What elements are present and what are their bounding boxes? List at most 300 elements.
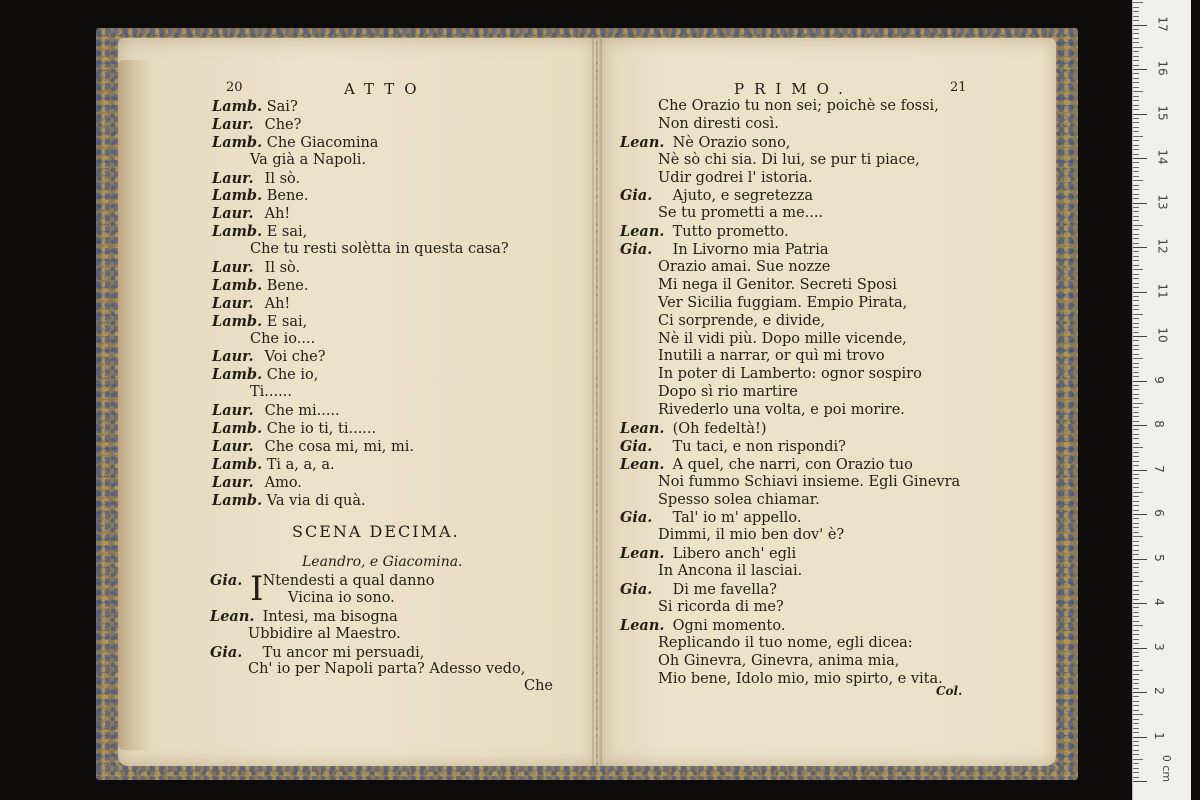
- ruler-tick: [1133, 140, 1139, 141]
- right-catchword: Col.: [936, 684, 963, 698]
- dialogue-line: [620, 617, 960, 635]
- ruler-tick: [1133, 688, 1139, 689]
- verse-text: In Ancona il lasciai.: [658, 563, 803, 580]
- speaker-label: Lamb.: [212, 276, 263, 294]
- ruler-tick: [1133, 118, 1139, 119]
- dialogue-line: [212, 170, 509, 188]
- ruler-tick: [1133, 723, 1139, 724]
- verse-text: Noi fummo Schiavi insieme. Egli Ginevra: [658, 473, 961, 490]
- verse-text: Si ricorda di me?: [658, 598, 784, 615]
- verse-text: Inutili a narrar, or quì mi trovo: [658, 348, 885, 365]
- dialogue-line: [620, 438, 960, 456]
- ruler-tick: [1133, 745, 1139, 746]
- dialogue-line: [620, 509, 960, 527]
- ruler-tick: [1133, 465, 1139, 466]
- speaker-label: Lamb.: [212, 98, 263, 115]
- verse-text: Ti......: [250, 384, 292, 401]
- verse-text: Orazio amai. Sue nozze: [658, 259, 831, 276]
- ruler-tick: [1133, 656, 1139, 657]
- speaker-label: Gia.: [620, 241, 653, 259]
- ruler-tick: [1133, 741, 1139, 742]
- verse-text: Che Orazio tu non sei; poichè se fossi,: [658, 98, 939, 114]
- ruler-tick: [1133, 2, 1143, 3]
- ruler-tick: [1133, 429, 1139, 430]
- ruler-tick: [1133, 536, 1143, 537]
- ruler-tick: [1133, 772, 1139, 773]
- verse-text: Dopo sì rio martire: [658, 384, 798, 401]
- left-running-header: ATTO: [344, 80, 427, 98]
- speaker-label: Lamb.: [212, 133, 263, 151]
- ruler-tick: [1133, 692, 1147, 693]
- speaker-label: Lean.: [620, 223, 665, 241]
- page-stain: [118, 60, 152, 750]
- verse-text: Ah!: [260, 206, 291, 223]
- ruler-tick: [1133, 527, 1139, 528]
- ruler-tick: [1133, 438, 1139, 439]
- speaker-label: Laur.: [212, 205, 254, 223]
- dialogue-line: [620, 563, 960, 581]
- ruler-tick: [1133, 728, 1139, 729]
- ruler-tick: [1133, 256, 1139, 257]
- dialogue-line: [210, 572, 525, 590]
- left-page-number: 20: [226, 80, 243, 95]
- verse-text: Che Giacomina: [262, 134, 379, 151]
- ruler-tick: [1133, 105, 1139, 106]
- verse-text: Ti a, a, a.: [262, 456, 335, 473]
- ruler-tick: [1133, 781, 1147, 782]
- ruler-tick: [1133, 225, 1143, 226]
- dialogue-line: [620, 223, 960, 241]
- verse-text: Libero anch' egli: [668, 546, 797, 563]
- verse-text: Dimmi, il mio ben dov' è?: [658, 527, 845, 544]
- ruler-tick: [1133, 394, 1139, 395]
- verse-text: Vicina io sono.: [288, 589, 395, 606]
- verse-text: Bene.: [262, 188, 309, 205]
- ruler-tick: [1133, 309, 1139, 310]
- verse-text: Nè il vidi più. Dopo mille vicende,: [658, 330, 907, 347]
- ruler-tick: [1133, 278, 1139, 279]
- ruler-tick: [1133, 505, 1139, 506]
- ruler-tick: [1133, 229, 1139, 230]
- verse-text: Sai?: [262, 99, 298, 115]
- speaker-label: Lamb.: [212, 223, 263, 241]
- verse-text: Ci sorprende, e divide,: [658, 312, 826, 329]
- ruler-tick: [1133, 398, 1139, 399]
- dialogue-line: [212, 402, 509, 420]
- ruler-unit-label: 0 cm: [1160, 754, 1174, 783]
- ruler-tick: [1133, 243, 1139, 244]
- ruler-number: 8: [1151, 420, 1166, 428]
- dialogue-line: [212, 295, 509, 313]
- ruler-tick: [1133, 443, 1139, 444]
- left-catchword: Che: [524, 678, 554, 694]
- ruler-tick: [1133, 354, 1139, 355]
- verse-text: Bene.: [262, 277, 309, 294]
- dialogue-line: [212, 348, 509, 366]
- ruler-tick: [1133, 652, 1139, 653]
- ruler-tick: [1133, 60, 1139, 61]
- ruler-tick: [1133, 345, 1139, 346]
- ruler-tick: [1133, 581, 1143, 582]
- dialogue-line: [620, 170, 960, 188]
- dialogue-line: [212, 134, 509, 152]
- ruler-tick: [1133, 189, 1139, 190]
- dialogue-line: [212, 98, 509, 116]
- book-gutter: [592, 38, 602, 766]
- verse-text: A quel, che narri, con Orazio tuo: [668, 456, 913, 473]
- verse-text: Tu taci, e non rispondi?: [668, 438, 846, 455]
- ruler-tick: [1133, 29, 1139, 30]
- dialogue-line: [212, 223, 509, 241]
- dialogue-line: [620, 420, 960, 438]
- ruler-tick: [1133, 220, 1139, 221]
- ruler-tick: [1133, 73, 1139, 74]
- ruler-tick: [1133, 349, 1139, 350]
- verse-text: Ver Sicilia fuggiam. Empio Pirata,: [658, 294, 908, 311]
- ruler-tick: [1133, 180, 1143, 181]
- verse-text: Spesso solea chiamar.: [658, 491, 820, 508]
- dialogue-line: [212, 116, 509, 134]
- ruler-tick: [1133, 327, 1139, 328]
- ruler-tick: [1133, 456, 1139, 457]
- speaker-label: Lamb.: [212, 420, 263, 438]
- dialogue-line: [620, 241, 960, 259]
- speaker-label: Laur.: [212, 294, 254, 312]
- ruler-tick: [1133, 238, 1139, 239]
- ruler-tick: [1133, 91, 1143, 92]
- ruler-tick: [1133, 514, 1147, 515]
- scene-cast: Leandro, e Giacomina.: [302, 554, 463, 570]
- ruler-tick: [1133, 33, 1139, 34]
- ruler-tick: [1133, 599, 1139, 600]
- ruler-tick: [1133, 100, 1139, 101]
- dialogue-line: [210, 661, 525, 679]
- dialogue-line: [620, 313, 960, 331]
- speaker-label: Laur.: [212, 259, 254, 277]
- ruler-tick: [1133, 425, 1147, 426]
- ruler-tick: [1133, 532, 1139, 533]
- dialogue-line: [212, 187, 509, 205]
- ruler-tick: [1133, 47, 1143, 48]
- ruler-tick: [1133, 367, 1139, 368]
- right-page-number: 21: [950, 80, 967, 95]
- dialogue-line: [210, 644, 525, 662]
- ruler-tick: [1133, 719, 1139, 720]
- ruler-tick: [1133, 416, 1139, 417]
- ruler-tick: [1133, 185, 1139, 186]
- dialogue-line: [212, 384, 509, 402]
- ruler-tick: [1133, 7, 1139, 8]
- ruler-number: 5: [1151, 553, 1166, 562]
- speaker-label: Lamb.: [212, 312, 263, 330]
- verse-text: Mi nega il Genitor. Secreti Sposi: [658, 276, 897, 293]
- speaker-label: Laur.: [212, 169, 254, 187]
- dialogue-line: [620, 635, 960, 653]
- ruler-tick: [1133, 340, 1139, 341]
- dialogue-line: [212, 205, 509, 223]
- dialogue-line: [620, 98, 960, 116]
- verse-text: Mio bene, Idolo mio, mio spirto, e vita.: [658, 670, 943, 687]
- ruler-tick: [1133, 145, 1139, 146]
- ruler-tick: [1133, 363, 1139, 364]
- ruler-tick: [1133, 545, 1139, 546]
- ruler-tick: [1133, 643, 1139, 644]
- verse-text: Va via di quà.: [262, 492, 366, 509]
- ruler-tick: [1133, 661, 1139, 662]
- dialogue-line: [210, 608, 525, 626]
- ruler-tick: [1133, 305, 1139, 306]
- ruler-tick: [1133, 403, 1143, 404]
- verse-text: Il sò.: [260, 170, 301, 187]
- ruler-tick: [1133, 265, 1139, 266]
- ruler-tick: [1133, 131, 1139, 132]
- dialogue-line: [620, 599, 960, 617]
- drop-cap: I: [250, 569, 264, 609]
- dialogue-line: [212, 277, 509, 295]
- verse-text: In Livorno mia Patria: [668, 242, 829, 259]
- ruler-tick: [1133, 78, 1139, 79]
- left-dialogue-block-2: [210, 569, 526, 679]
- ruler-tick: [1133, 523, 1139, 524]
- ruler-number: 6: [1151, 509, 1166, 517]
- dialogue-line: [212, 420, 509, 438]
- verse-text: Che tu resti solètta in questa casa?: [250, 241, 509, 258]
- dialogue-line: [620, 402, 960, 420]
- ruler-tick: [1133, 274, 1139, 275]
- speaker-label: Gia.: [210, 643, 243, 661]
- ruler-number: 12: [1155, 238, 1170, 254]
- verse-text: Intesi, ma bisogna: [258, 608, 398, 625]
- ruler-tick: [1133, 109, 1139, 110]
- speaker-label: Laur.: [212, 348, 254, 366]
- ruler-tick: [1133, 714, 1143, 715]
- ruler-tick: [1133, 162, 1139, 163]
- verse-text: Voi che?: [260, 349, 326, 366]
- ruler-tick: [1133, 421, 1139, 422]
- ruler-tick: [1133, 216, 1139, 217]
- dialogue-line: [620, 134, 960, 152]
- ruler-tick: [1133, 732, 1139, 733]
- speaker-label: Lean.: [620, 616, 665, 634]
- dialogue-line: [620, 384, 960, 402]
- speaker-label: Gia.: [620, 581, 653, 599]
- speaker-label: Lamb.: [212, 455, 263, 473]
- ruler-tick: [1133, 474, 1139, 475]
- dialogue-line: [620, 653, 960, 671]
- ruler-number: 11: [1155, 282, 1170, 299]
- speaker-label: Lamb.: [212, 491, 263, 509]
- ruler-tick: [1133, 251, 1139, 252]
- speaker-label: Gia.: [620, 437, 653, 455]
- dialogue-line: [212, 474, 509, 492]
- ruler-tick: [1133, 683, 1139, 684]
- dialogue-line: [620, 331, 960, 349]
- dialogue-line: [620, 152, 960, 170]
- ruler-tick: [1133, 300, 1139, 301]
- ruler-tick: [1133, 603, 1147, 604]
- right-dialogue-block: [620, 98, 960, 688]
- verse-text: (Oh fedeltà!): [668, 421, 767, 438]
- ruler-tick: [1133, 594, 1139, 595]
- verse-text: Nè Orazio sono,: [668, 134, 791, 151]
- verse-text: Ntendesti a qual danno: [258, 573, 435, 589]
- ruler-tick: [1133, 56, 1139, 57]
- speaker-label: Laur.: [212, 402, 254, 420]
- ruler-tick: [1133, 332, 1139, 333]
- dialogue-line: [212, 259, 509, 277]
- verse-text: In poter di Lamberto: ognor sospiro: [658, 366, 922, 383]
- verse-text: Ch' io per Napoli parta? Adesso vedo,: [248, 661, 526, 678]
- speaker-label: Laur.: [212, 115, 254, 133]
- dialogue-line: [620, 545, 960, 563]
- ruler-tick: [1133, 358, 1143, 359]
- dialogue-line: [620, 348, 960, 366]
- ruler-tick: [1133, 194, 1139, 195]
- ruler-tick: [1133, 176, 1139, 177]
- verse-text: Se tu prometti a me....: [658, 205, 824, 222]
- ruler-tick: [1133, 287, 1139, 288]
- right-running-header: PRIMO.: [734, 80, 853, 98]
- ruler-tick: [1133, 452, 1139, 453]
- ruler-tick: [1133, 639, 1139, 640]
- dialogue-line: [210, 626, 525, 644]
- ruler-tick: [1133, 198, 1139, 199]
- ruler-number: 2: [1151, 687, 1166, 695]
- verse-text: Udir godrei l' istoria.: [658, 169, 813, 186]
- ruler-tick: [1133, 559, 1147, 560]
- ruler-tick: [1133, 211, 1139, 212]
- verse-text: Tutto prometto.: [668, 224, 789, 241]
- dialogue-line: [620, 205, 960, 223]
- ruler-tick: [1133, 283, 1139, 284]
- dialogue-line: [620, 277, 960, 295]
- ruler-tick: [1133, 478, 1139, 479]
- ruler-tick: [1133, 483, 1139, 484]
- verse-text: Tu ancor mi persuadi,: [258, 644, 425, 661]
- ruler-tick: [1133, 759, 1143, 760]
- dialogue-line: [212, 313, 509, 331]
- ruler-tick: [1133, 114, 1147, 115]
- ruler-tick: [1133, 20, 1139, 21]
- ruler-tick: [1133, 763, 1139, 764]
- ruler-tick: [1133, 82, 1139, 83]
- ruler-tick: [1133, 167, 1139, 168]
- ruler-tick: [1133, 501, 1139, 502]
- dialogue-line: [620, 492, 960, 510]
- ruler-tick: [1133, 621, 1139, 622]
- dialogue-line: [212, 438, 509, 456]
- ruler-number: 16: [1155, 60, 1170, 76]
- ruler-tick: [1133, 136, 1143, 137]
- dialogue-line: [620, 581, 960, 599]
- ruler-tick: [1133, 777, 1139, 778]
- dialogue-line: [212, 241, 509, 259]
- ruler-tick: [1133, 16, 1139, 17]
- ruler-number: 9: [1151, 375, 1166, 384]
- dialogue-line: [210, 590, 525, 608]
- dialogue-line: [620, 527, 960, 545]
- ruler-tick: [1133, 42, 1139, 43]
- speaker-label: Laur.: [212, 473, 254, 491]
- verse-text: Ogni momento.: [668, 617, 786, 634]
- ruler-tick: [1133, 616, 1139, 617]
- dialogue-line: [620, 116, 960, 134]
- ruler-tick: [1133, 634, 1139, 635]
- speaker-label: Lamb.: [212, 366, 263, 384]
- ruler-number: 17: [1155, 15, 1170, 32]
- ruler-tick: [1133, 496, 1139, 497]
- ruler-number: 15: [1155, 104, 1170, 121]
- dialogue-line: [620, 366, 960, 384]
- ruler-tick: [1133, 234, 1139, 235]
- verse-text: Tal' io m' appello.: [668, 510, 802, 527]
- ruler-tick: [1133, 670, 1143, 671]
- ruler-tick: [1133, 122, 1139, 123]
- verse-text: Che?: [260, 116, 302, 133]
- ruler-tick: [1133, 696, 1139, 697]
- verse-text: Che io,: [262, 367, 319, 384]
- ruler-tick: [1133, 518, 1139, 519]
- ruler-tick: [1133, 470, 1147, 471]
- speaker-label: Lean.: [620, 545, 665, 563]
- ruler-tick: [1133, 630, 1139, 631]
- verse-text: Ah!: [260, 295, 291, 312]
- ruler-tick: [1133, 269, 1143, 270]
- ruler-tick: [1133, 171, 1139, 172]
- dialogue-line: [620, 295, 960, 313]
- scene-title: SCENA DECIMA.: [292, 522, 460, 541]
- speaker-label: Lamb.: [212, 187, 263, 205]
- dialogue-line: [212, 366, 509, 384]
- ruler-number: 10: [1155, 327, 1170, 343]
- verse-text: Nè sò chi sia. Di lui, se pur ti piace,: [658, 151, 920, 168]
- dialogue-line: [212, 456, 509, 474]
- ruler-tick: [1133, 674, 1139, 675]
- verse-text: Ajuto, e segretezza: [668, 188, 814, 205]
- verse-text: Replicando il tuo nome, egli dicea:: [658, 634, 913, 651]
- ruler-tick: [1133, 296, 1139, 297]
- speaker-label: Gia.: [210, 572, 243, 589]
- speaker-label: Lean.: [210, 607, 255, 625]
- ruler-tick: [1133, 541, 1139, 542]
- speaker-label: Lean.: [620, 133, 665, 151]
- verse-text: Non diresti così.: [658, 115, 779, 132]
- ruler-tick: [1133, 11, 1139, 12]
- dialogue-line: [620, 187, 960, 205]
- dialogue-line: [212, 152, 509, 170]
- dialogue-line: [620, 259, 960, 277]
- ruler-tick: [1133, 585, 1139, 586]
- dialogue-line: [212, 492, 509, 510]
- ruler-tick: [1133, 563, 1139, 564]
- ruler-tick: [1133, 567, 1139, 568]
- ruler-tick: [1133, 461, 1139, 462]
- ruler-tick: [1133, 292, 1147, 293]
- ruler-tick: [1133, 69, 1147, 70]
- verse-text: Che cosa mi, mi, mi.: [260, 438, 414, 455]
- ruler-number: 1: [1151, 731, 1166, 740]
- ruler-tick: [1133, 701, 1139, 702]
- ruler-tick: [1133, 705, 1139, 706]
- ruler-tick: [1133, 96, 1139, 97]
- ruler-tick: [1133, 381, 1147, 382]
- ruler-tick: [1133, 127, 1139, 128]
- ruler-tick: [1133, 65, 1139, 66]
- ruler-tick: [1133, 372, 1139, 373]
- speaker-label: Gia.: [620, 187, 653, 205]
- ruler-tick: [1133, 737, 1147, 738]
- ruler-tick: [1133, 38, 1139, 39]
